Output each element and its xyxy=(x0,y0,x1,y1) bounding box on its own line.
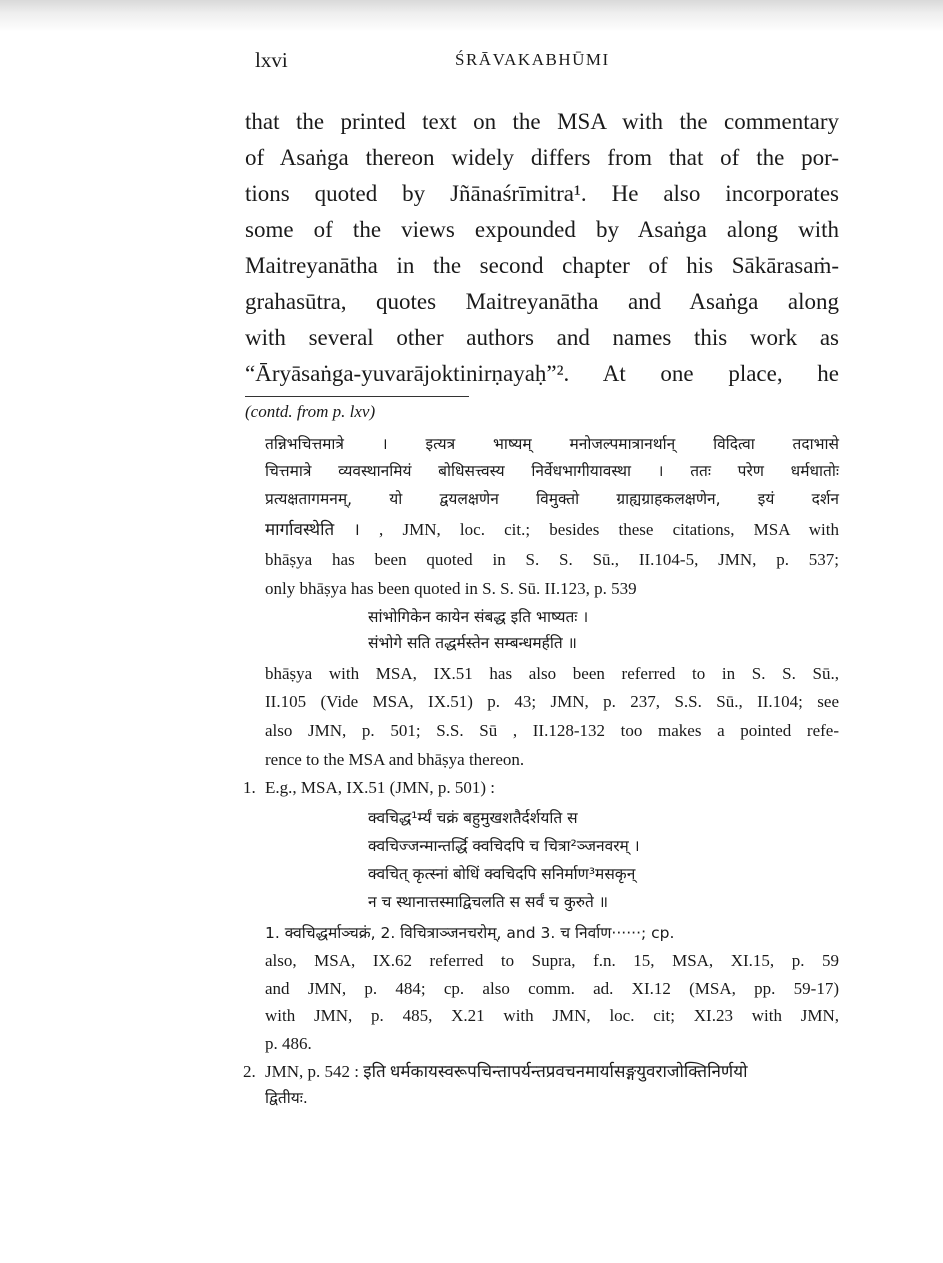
footnote-line: and JMN, p. 484; cp. also comm. ad. XI.12 (MSA, pp. 59-17) xyxy=(265,979,839,998)
verse-line: क्वचिज्जन्मान्तर्द्धि क्वचिदपि च चित्रा²ञ्जनवरम् । xyxy=(368,837,640,855)
subnote-devanagari: 1. क्वचिद्धर्माञ्चक्रं, 2. विचित्राञ्जनचरोम्, and 3. च निर्वाण······; cp. xyxy=(265,924,675,942)
body-line: “Āryāsaṅga-yuvarājoktinirṇayaḥ”². At one place, he xyxy=(245,361,839,386)
footnote-line: चित्तमात्रे व्यवस्थानमियं बोधिसत्त्वस्य निर्वेधभागीयावस्था । ततः परेण धर्मधातोः xyxy=(265,462,839,480)
verse-line: क्वचिद्ध¹र्म्यं चक्रं बहुमुखशतैर्दर्शयति स xyxy=(368,809,578,827)
footnote-line: also JMN, p. 501; S.S. Sū , II.128-132 too makes a pointed refe- xyxy=(265,721,839,740)
footnote-line: मार्गावस्थेति । , JMN, loc. cit.; besides these citations, MSA with xyxy=(265,520,839,539)
contd-note: (contd. from p. lxv) xyxy=(245,402,376,421)
body-line: with several other authors and names this work as xyxy=(245,325,839,350)
footnote-line: II.105 (Vide MSA, IX.51) p. 43; JMN, p. 237, S.S. Sū., II.104; see xyxy=(265,692,839,711)
footnote-line: bhāṣya with MSA, IX.51 has also been referred to in S. S. Sū., xyxy=(265,664,839,683)
footnote-1-text: E.g., MSA, IX.51 (JMN, p. 501) : xyxy=(265,778,495,797)
footnote-line: प्रत्यक्षतागमनम्, यो द्वयलक्षणेन विमुक्तो ग्राह्यग्राहकलक्षणेन, इयं दर्शन xyxy=(265,490,839,508)
verse-line: न च स्थानात्तस्माद्विचलति स सर्वं च कुरुते ॥ xyxy=(368,893,609,911)
body-line: grahasūtra, quotes Maitreyanātha and Asaṅga along xyxy=(245,289,839,314)
verse-line: क्वचित् कृत्स्नां बोधिं क्वचिदपि सनिर्माण³मसकृन् xyxy=(368,865,636,883)
footnote-line: with JMN, p. 485, X.21 with JMN, loc. cit; XI.23 with JMN, xyxy=(265,1006,839,1025)
footnote-2-continuation: द्वितीयः. xyxy=(265,1089,308,1107)
body-line: Maitreyanātha in the second chapter of his Sākārasaṁ- xyxy=(245,253,839,278)
body-line: of Asaṅga thereon widely differs from that of the por- xyxy=(245,145,839,170)
footnote-2-text xyxy=(265,1060,839,1084)
footnote-line: bhāṣya has been quoted in S. S. Sū., II.104-5, JMN, p. 537; xyxy=(265,550,839,569)
running-head: ŚRĀVAKABHŪMI xyxy=(455,50,610,69)
body-line: tions quoted by Jñānaśrīmitra¹. He also incorporates xyxy=(245,181,839,206)
body-line: some of the views expounded by Asaṅga along with xyxy=(245,217,839,242)
footnote-rule xyxy=(245,396,469,397)
footnote-line: rence to the MSA and bhāṣya thereon. xyxy=(265,750,525,769)
footnote-line: p. 486. xyxy=(265,1034,312,1053)
footnote-line: also, MSA, IX.62 referred to Supra, f.n. 15, MSA, XI.15, p. 59 xyxy=(265,951,839,970)
footnote-line: तन्निभचित्तमात्रे । इत्यत्र भाष्यम् मनोजल्पमात्रानर्थान् विदित्वा तदाभासे xyxy=(265,435,839,453)
footnote-2-label: 2. xyxy=(243,1062,256,1081)
page-header xyxy=(255,48,845,76)
body-text xyxy=(245,104,839,392)
verse-line: संभोगे सति तद्धर्मस्तेन सम्बन्धमर्हति ॥ xyxy=(368,634,577,652)
scan-top-edge xyxy=(0,0,943,32)
verse-line: सांभोगिकेन कायेन संबद्ध इति भाष्यतः । xyxy=(368,608,589,626)
footnote-2-content: JMN, p. 542 : इति धर्मकायस्वरूपचिन्तापर्यन्तप्रवचनमार्यासङ्गयुवराजोक्तिनिर्णयो xyxy=(265,1062,748,1081)
page-number: lxvi xyxy=(255,48,288,72)
footnote-line: only bhāṣya has been quoted in S. S. Sū. II.123, p. 539 xyxy=(265,579,637,598)
footnote-subnote xyxy=(265,921,839,945)
footnote-1-label: 1. xyxy=(243,778,256,797)
body-line: that the printed text on the MSA with the commentary xyxy=(245,109,839,134)
